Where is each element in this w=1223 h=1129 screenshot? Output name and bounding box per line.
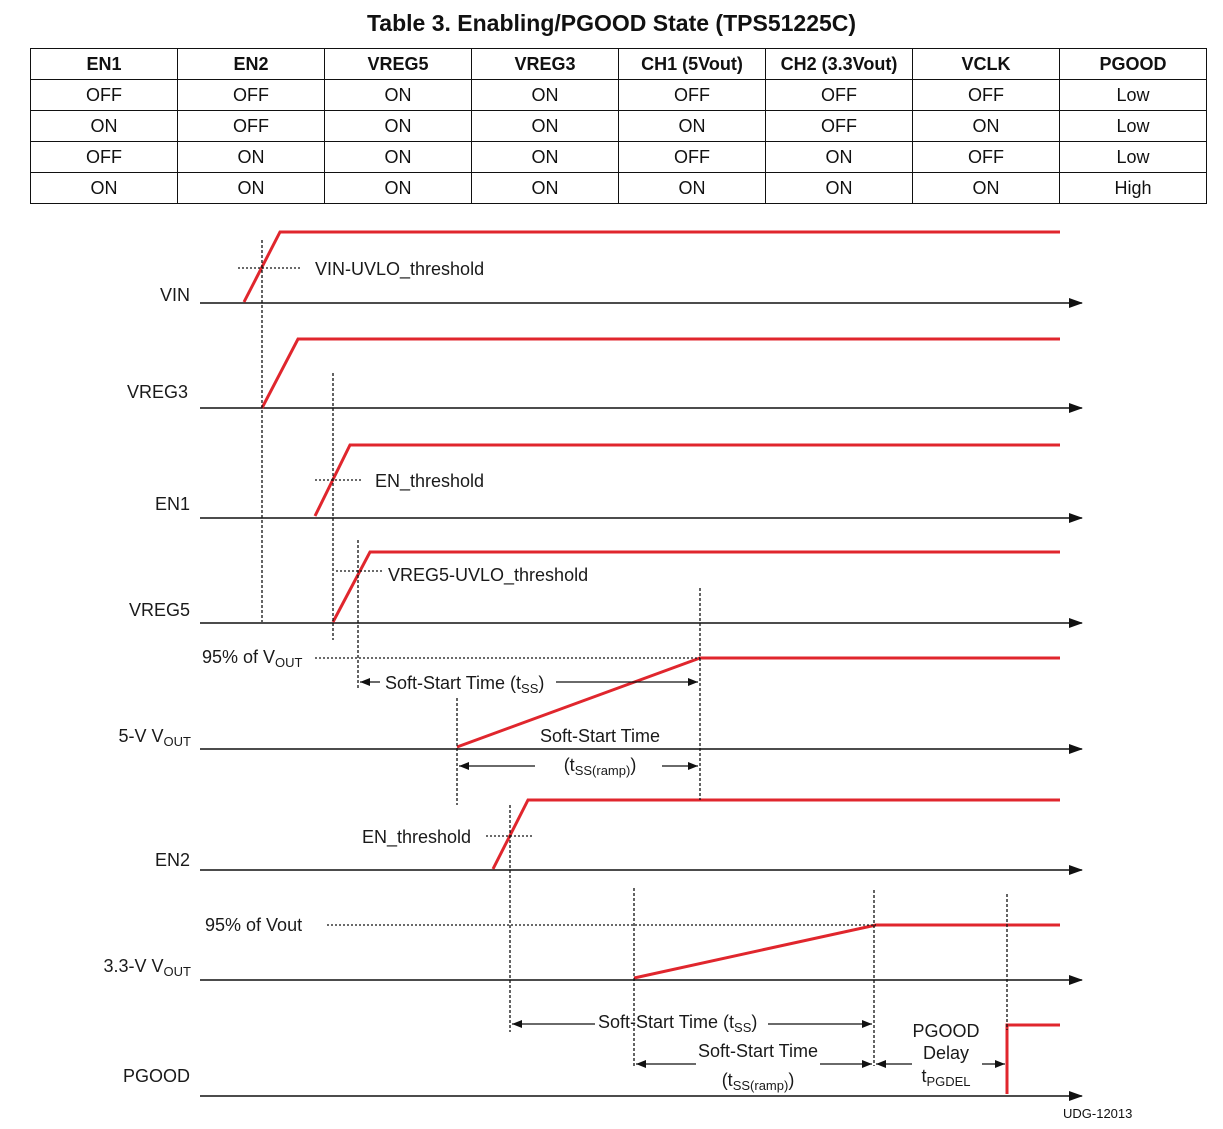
en2-threshold-label: EN_threshold: [362, 827, 472, 847]
table-cell: ON: [325, 111, 472, 142]
table-cell: ON: [619, 111, 766, 142]
table-cell: ON: [178, 142, 325, 173]
table-cell: ON: [913, 111, 1060, 142]
table-cell: ON: [472, 111, 619, 142]
en2-waveform: [493, 800, 1060, 869]
table-cell: OFF: [178, 80, 325, 111]
table-cell: ON: [766, 142, 913, 173]
ss-ramp-symbol: $(t_{SS(ramp)})$: [563, 755, 637, 778]
header-vclk: VCLK: [913, 49, 1060, 80]
table-cell: OFF: [178, 111, 325, 142]
en1-threshold-label: EN_threshold: [375, 471, 485, 491]
table-cell: OFF: [913, 80, 1060, 111]
table-cell: Low: [1060, 142, 1207, 173]
signal-label-en2: EN2: [154, 850, 190, 870]
table-cell: ON: [31, 111, 178, 142]
table-cell: OFF: [913, 142, 1060, 173]
header-en1: EN1: [31, 49, 178, 80]
table-title: Table 3. Enabling/PGOOD State (TPS51225C): [366, 10, 857, 36]
pgood-delay-symbol: $t_{PGDEL}$: [921, 1066, 971, 1089]
ss-ramp-3v3-label: Soft-Start Time: [697, 1041, 819, 1061]
table-cell: ON: [472, 173, 619, 204]
header-vreg3: VREG3: [472, 49, 619, 80]
header-en2: EN2: [178, 49, 325, 80]
header-vreg5: VREG5: [325, 49, 472, 80]
vreg5-waveform: [333, 552, 1060, 622]
ss-ramp-label: Soft-Start Time: [539, 726, 661, 746]
v33-95pct-label: 95% of Vout: [205, 915, 303, 935]
table-cell: ON: [325, 80, 472, 111]
signal-label-vin: VIN: [159, 285, 190, 305]
signal-label-vreg5: VREG5: [128, 600, 190, 620]
table-cell: Low: [1060, 80, 1207, 111]
header-ch2: CH2 (3.3Vout): [766, 49, 913, 80]
ss-ramp-3v3-symbol: $(t_{SS(ramp)})$: [721, 1070, 795, 1093]
ss-time-label: Soft-Start Time $(t_{SS})$: [385, 673, 545, 696]
table-cell: ON: [472, 142, 619, 173]
table-cell: ON: [913, 173, 1060, 204]
vreg5-uvlo-threshold-label: VREG5-UVLO_threshold: [388, 565, 589, 585]
vreg3-waveform: [262, 339, 1060, 408]
table-cell: Low: [1060, 111, 1207, 142]
table-cell: ON: [472, 80, 619, 111]
signal-label-en1: EN1: [154, 494, 190, 514]
table-cell: OFF: [619, 80, 766, 111]
table-cell: OFF: [31, 80, 178, 111]
table-cell: ON: [178, 173, 325, 204]
pgood-delay-label-1: PGOOD: [912, 1021, 980, 1041]
header-pgood: PGOOD: [1060, 49, 1207, 80]
table-cell: ON: [619, 173, 766, 204]
v5-95pct-label: 95% of $V_{OUT}$: [202, 647, 303, 670]
table-cell: ON: [325, 142, 472, 173]
signal-label-vreg3: VREG3: [126, 382, 188, 402]
header-ch1: CH1 (5Vout): [619, 49, 766, 80]
table-cell: OFF: [619, 142, 766, 173]
table-cell: ON: [31, 173, 178, 204]
v33-vout-waveform: [634, 925, 1060, 978]
signal-label-pgood: PGOOD: [122, 1066, 190, 1086]
pgood-waveform: [1007, 1025, 1060, 1094]
figure-id: UDG-12013: [1063, 1106, 1133, 1121]
table-cell: ON: [766, 173, 913, 204]
table-cell: High: [1060, 173, 1207, 204]
table-cell: OFF: [766, 80, 913, 111]
ss-time-3v3-label: Soft-Start Time $(t_{SS})$: [598, 1012, 758, 1035]
pgood-delay-label-2: Delay: [922, 1043, 970, 1063]
table-cell: ON: [325, 173, 472, 204]
signal-label-3v3-vout: 3.3-V $V_{OUT}$: [103, 956, 191, 979]
table-cell: OFF: [766, 111, 913, 142]
vin-uvlo-threshold-label: VIN-UVLO_threshold: [315, 259, 485, 279]
table-cell: OFF: [31, 142, 178, 173]
signal-label-5v-vout: 5-V $V_{OUT}$: [118, 726, 191, 749]
